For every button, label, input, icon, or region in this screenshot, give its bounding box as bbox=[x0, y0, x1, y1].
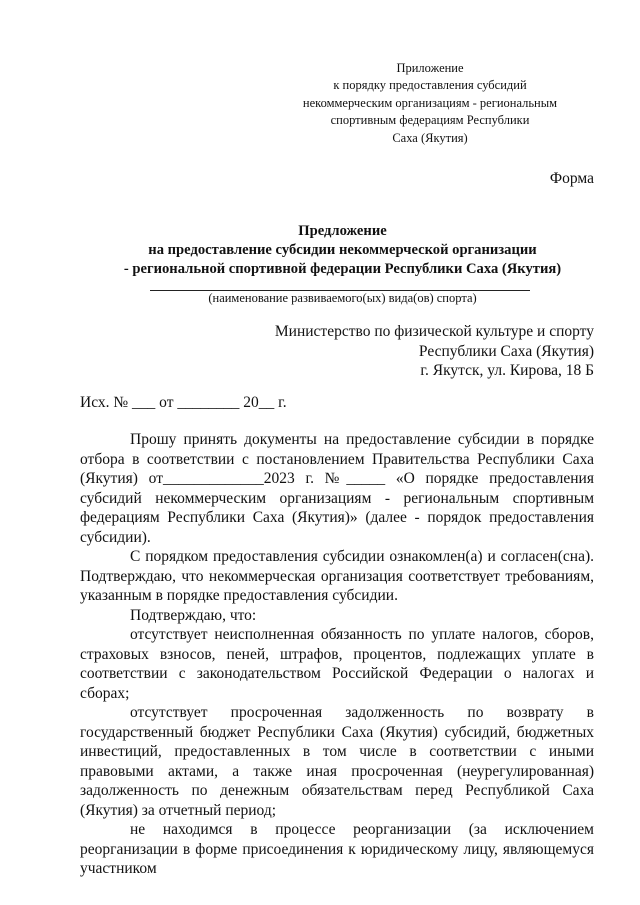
outgoing-number-line: Исх. № ___ от ________ 20__ г. bbox=[80, 394, 287, 411]
appendix-line: Приложение bbox=[396, 61, 464, 75]
paragraph: Подтверждаю, что: bbox=[130, 606, 257, 624]
address-line: г. Якутск, ул. Кирова, 18 Б bbox=[420, 362, 594, 379]
appendix-header bbox=[290, 60, 570, 147]
paragraph: отсутствует неисполненная обязанность по уплате налогов, сборов, страховых взносов, пеней, штрафов, процентов, подлежащих уплате в соответствии с законодательством Российской Федерации о налогах и сборах; bbox=[80, 626, 594, 702]
appendix-line: некоммерческим организациям - региональным bbox=[302, 95, 558, 110]
address-line: Министерство по физической культуре и спорту bbox=[274, 323, 594, 340]
title-line: на предоставление субсидии некоммерческой организации bbox=[148, 242, 537, 258]
document-title bbox=[60, 222, 625, 279]
title-line: Предложение bbox=[298, 223, 387, 239]
title-line: - региональной спортивной федерации Республики Саха (Якутия) bbox=[123, 261, 562, 277]
address-line: Республики Саха (Якутия) bbox=[418, 342, 594, 360]
recipient-address bbox=[275, 322, 594, 381]
body-text bbox=[80, 430, 594, 879]
appendix-line: Саха (Якутия) bbox=[392, 130, 468, 145]
paragraph: не находимся в процессе реорганизации (за исключением реорганизации в форме присоединения к юридическому лицу, являющемуся участником bbox=[80, 821, 594, 877]
paragraph: отсутствует просроченная задолженность по возврату в государственный бюджет Республики Саха (Якутия) субсидий, бюджетных инвестиций, предоставленных в том числе в соответствии с иными правовыми актами, а также иная просроченная (неурегулированная) задолженность по денежным обязательствам перед Республикой Саха (Якутия) за отчетный период; bbox=[80, 704, 594, 819]
paragraph: С порядком предоставления субсидии ознакомлен(а) и согласен(сна). Подтверждаю, что некоммерческая организация соответствует требованиям, указанным в порядке предоставления субсидии. bbox=[80, 548, 594, 604]
appendix-line: к порядку предоставления субсидий bbox=[333, 78, 527, 93]
appendix-line: спортивным федерациям Республики bbox=[330, 113, 530, 128]
form-label: Форма bbox=[549, 170, 594, 187]
paragraph: Прошу принять документы на предоставление субсидии в порядке отбора в соответствии с постановлением Правительства Республики Саха (Якутия) от_____________2023 г. №_____ «О порядке предоставления субсидий некоммерческим организациям - региональным спортивным федерациям Республики Саха (Якутия)» (далее - порядок предоставления субсидии). bbox=[80, 431, 594, 546]
sport-name-caption: (наименование развиваемого(ых) вида(ов) спорта) bbox=[208, 291, 477, 305]
